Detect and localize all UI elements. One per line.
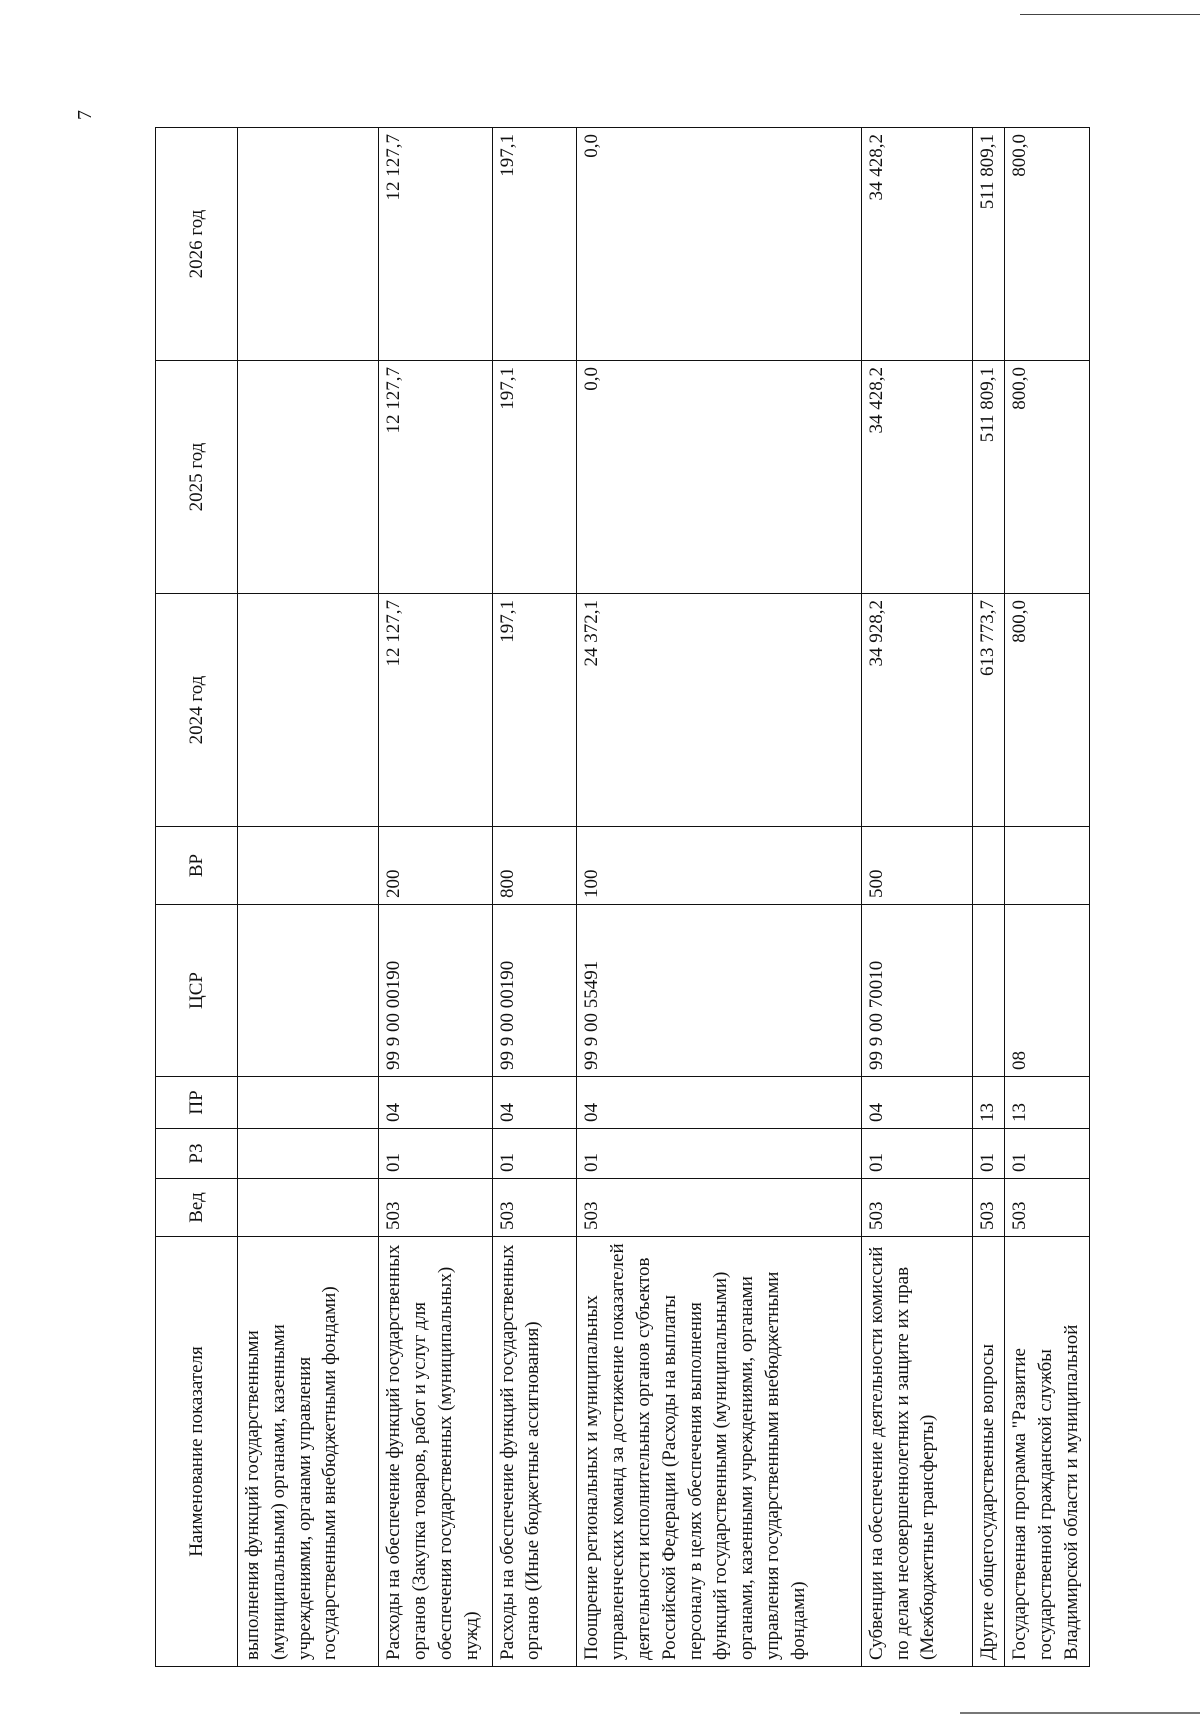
table-row xyxy=(379,128,492,1667)
cell-2024: 197,1 xyxy=(492,594,577,827)
cell-2025: 800,0 xyxy=(1004,361,1089,594)
cell-2024: 12 127,7 xyxy=(379,594,492,827)
cell-pr: 13 xyxy=(973,1077,1005,1129)
cell-pr: 04 xyxy=(492,1077,577,1129)
cell-rz: 01 xyxy=(1004,1129,1089,1179)
cell-2026 xyxy=(238,128,379,361)
cell-ved: 503 xyxy=(973,1179,1005,1237)
cell-name: Государственная программа "Развитие государственной гражданской службы Владимирской области и муниципальной xyxy=(1004,1237,1089,1667)
cell-vr xyxy=(1004,827,1089,905)
cell-rz: 01 xyxy=(973,1129,1005,1179)
cell-ved xyxy=(238,1179,379,1237)
cell-pr: 04 xyxy=(379,1077,492,1129)
table-row xyxy=(973,128,1005,1667)
cell-vr: 800 xyxy=(492,827,577,905)
cell-rz: 01 xyxy=(577,1129,862,1179)
cell-vr xyxy=(973,827,1005,905)
cell-vr: 500 xyxy=(861,827,972,905)
cell-csr: 99 9 00 00190 xyxy=(492,905,577,1077)
cell-rz: 01 xyxy=(492,1129,577,1179)
table-row xyxy=(861,128,972,1667)
cell-2026: 197,1 xyxy=(492,128,577,361)
cell-2026: 12 127,7 xyxy=(379,128,492,361)
cell-ved: 503 xyxy=(1004,1179,1089,1237)
cell-vr xyxy=(238,827,379,905)
header-csr: ЦСР xyxy=(156,905,238,1077)
cell-csr: 08 xyxy=(1004,905,1089,1077)
cell-pr: 13 xyxy=(1004,1077,1089,1129)
cell-name: Поощрение региональных и муниципальных управленческих команд за достижение показателей деятельности исполнительных органов субъектов Российской Федерации (Расходы на выплаты персоналу в целях обеспечения выполнения функций государственными (муниципальными) органами, казенными учреждениями, органами управления государственными внебюджетными фондами) xyxy=(577,1237,862,1667)
cell-csr: 99 9 00 00190 xyxy=(379,905,492,1077)
cell-2025: 34 428,2 xyxy=(861,361,972,594)
cell-2024: 613 773,7 xyxy=(973,594,1005,827)
cell-ved: 503 xyxy=(577,1179,862,1237)
cell-csr: 99 9 00 55491 xyxy=(577,905,862,1077)
cell-vr: 200 xyxy=(379,827,492,905)
cell-2025: 0,0 xyxy=(577,361,862,594)
cell-ved: 503 xyxy=(861,1179,972,1237)
cell-pr xyxy=(238,1077,379,1129)
table-row xyxy=(1004,128,1089,1667)
cell-name: выполнения функций государственными (муниципальными) органами, казенными учреждениями, органами управления государственными внебюджетными фондами) xyxy=(238,1237,379,1667)
cell-rz: 01 xyxy=(379,1129,492,1179)
header-name: Наименование показателя xyxy=(156,1237,238,1667)
page-number: 7 xyxy=(74,110,96,120)
cell-rz: 01 xyxy=(861,1129,972,1179)
table-row xyxy=(238,128,379,1667)
header-ved: Вед xyxy=(156,1179,238,1237)
budget-table xyxy=(155,127,1090,1667)
header-2024: 2024 год xyxy=(156,594,238,827)
cell-name: Расходы на обеспечение функций государственных органов (Иные бюджетные ассигнования) xyxy=(492,1237,577,1667)
cell-name: Субвенции на обеспечение деятельности комиссий по делам несовершеннолетних и защите их прав (Межбюджетные трансферты) xyxy=(861,1237,972,1667)
bottom-scan-rule xyxy=(960,1712,1200,1714)
cell-2025: 511 809,1 xyxy=(973,361,1005,594)
cell-2025: 197,1 xyxy=(492,361,577,594)
cell-2024: 34 928,2 xyxy=(861,594,972,827)
header-2025: 2025 год xyxy=(156,361,238,594)
cell-vr: 100 xyxy=(577,827,862,905)
table-header-row xyxy=(156,128,238,1667)
cell-csr xyxy=(973,905,1005,1077)
cell-2024: 800,0 xyxy=(1004,594,1089,827)
cell-name: Расходы на обеспечение функций государственных органов (Закупка товаров, работ и услуг для обеспечения государственных (муниципальных) нужд) xyxy=(379,1237,492,1667)
table-row xyxy=(577,128,862,1667)
table-row xyxy=(492,128,577,1667)
cell-2026: 0,0 xyxy=(577,128,862,361)
header-pr: ПР xyxy=(156,1077,238,1129)
cell-2024: 24 372,1 xyxy=(577,594,862,827)
cell-ved: 503 xyxy=(379,1179,492,1237)
cell-ved: 503 xyxy=(492,1179,577,1237)
cell-2026: 34 428,2 xyxy=(861,128,972,361)
cell-pr: 04 xyxy=(577,1077,862,1129)
budget-table-container xyxy=(155,127,1090,1667)
cell-csr: 99 9 00 70010 xyxy=(861,905,972,1077)
cell-pr: 04 xyxy=(861,1077,972,1129)
top-scan-rule xyxy=(1020,14,1200,15)
cell-2025: 12 127,7 xyxy=(379,361,492,594)
header-2026: 2026 год xyxy=(156,128,238,361)
header-vr: ВР xyxy=(156,827,238,905)
cell-name: Другие общегосударственные вопросы xyxy=(973,1237,1005,1667)
cell-2026: 800,0 xyxy=(1004,128,1089,361)
cell-rz xyxy=(238,1129,379,1179)
header-rz: РЗ xyxy=(156,1129,238,1179)
cell-csr xyxy=(238,905,379,1077)
cell-2025 xyxy=(238,361,379,594)
cell-2024 xyxy=(238,594,379,827)
cell-2026: 511 809,1 xyxy=(973,128,1005,361)
